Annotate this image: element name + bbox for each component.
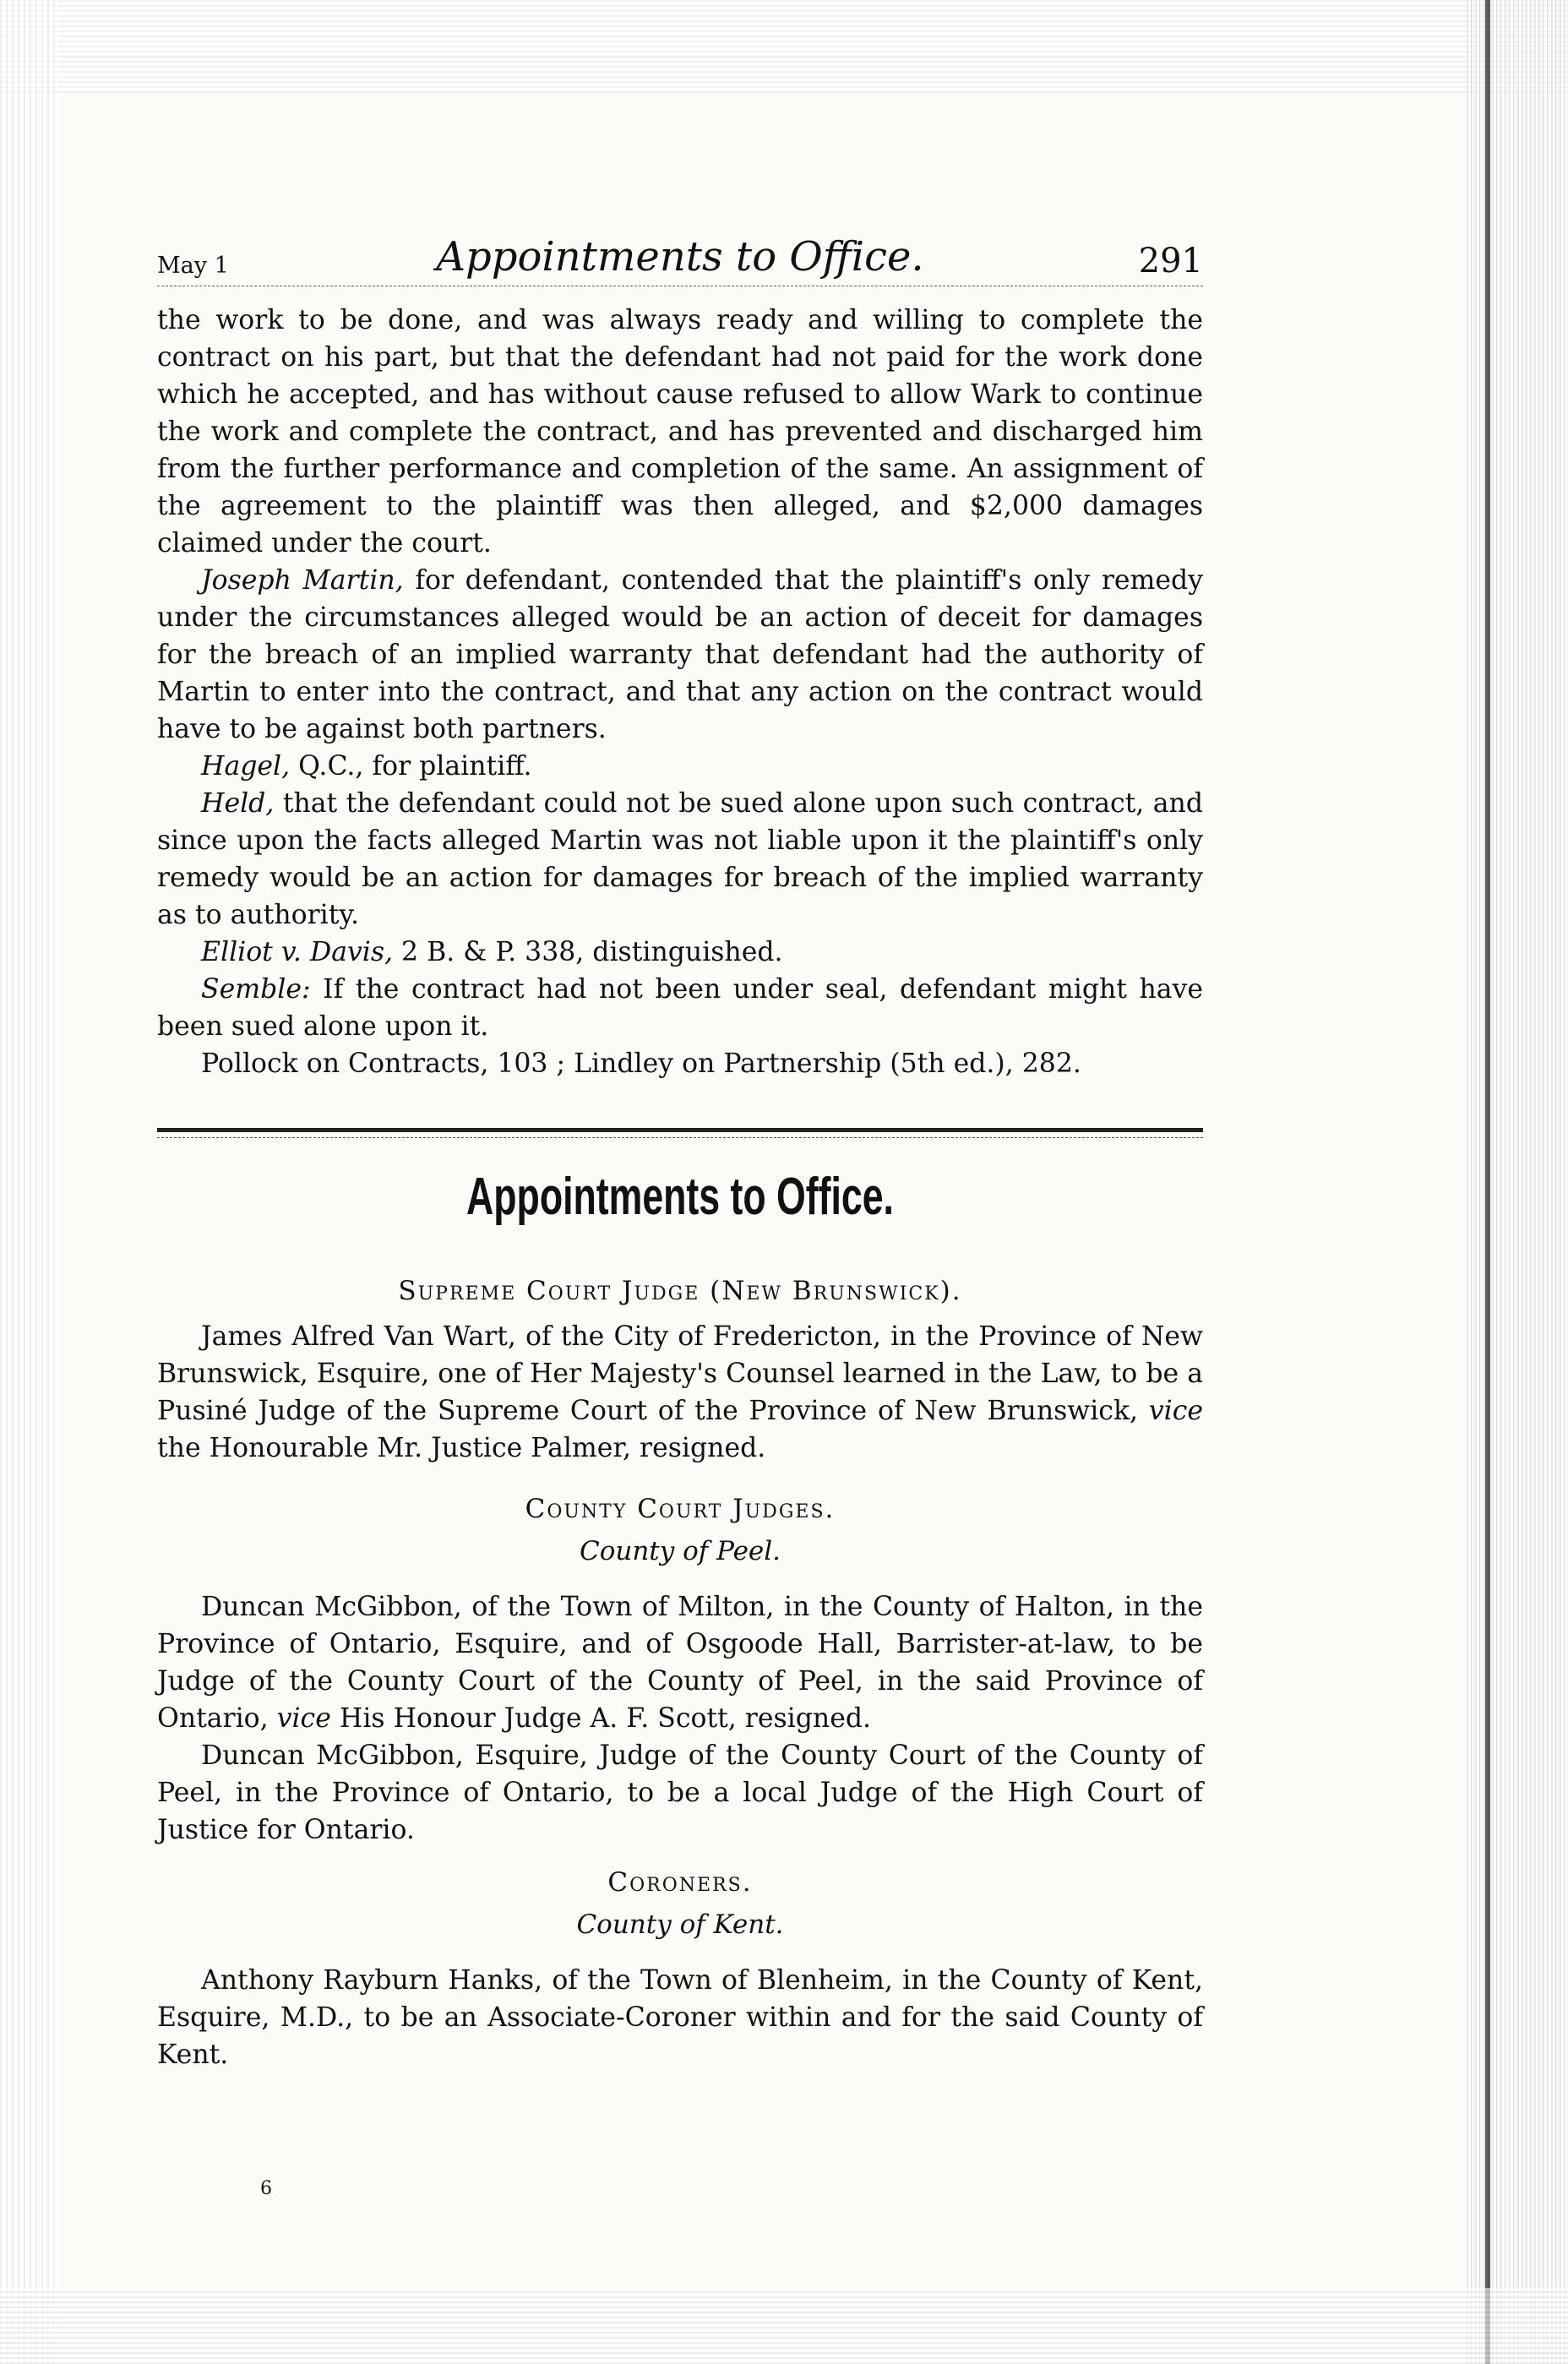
case-references: Pollock on Contracts, 103 ; Lindley on Partnership (5th ed.), 282. [201, 1049, 1081, 1079]
section-rule-thin [157, 1137, 1203, 1138]
appointment-mcgibbon-end: His Honour Judge A. F. Scott, resigned. [330, 1703, 872, 1734]
appointment-mcgibbon-judge [157, 1588, 1203, 1737]
case-paragraph-2-text: for defendant, contended that the plaintiff's only remedy under the circumstances alleged would be an action of deceit for damages for the breach of an implied warranty that defendant had the authority of Martin to enter into the contract, and that any action on the contract would have to be against both partners. [157, 565, 1203, 744]
held-label: Held, [201, 788, 275, 819]
page-content [157, 226, 1203, 2073]
appointment-van-wart-text: James Alfred Van Wart, of the City of Fredericton, in the Province of New Brunswick, Esquire, one of Her Majesty's Counsel learned in the Law, to be a Pusiné Judge of the Supreme Court of the Province of New Brunswick, [157, 1321, 1203, 1426]
running-head-date: May 1 [157, 253, 229, 279]
counsel-name-martin: Joseph Martin, [201, 565, 404, 596]
vice-label: vice [1148, 1396, 1203, 1426]
subhead-county-kent: County of Kent. [576, 1909, 784, 1940]
case-name-elliot-davis: Elliot v. Davis, [201, 937, 394, 967]
case-paragraph-1: the work to be done, and was always ready and willing to complete the contract on his part, but that the defendant had not paid for the work done which he accepted, and has without cause refused to allow Wark to continue the work and complete the contract, and has prevented and discharged him from the further performance and completion of the same. An assignment of the agreement to the plaintiff was then alleged, and $2,000 damages claimed under the court. [157, 305, 1203, 558]
scan-left-edge [0, 0, 59, 2364]
scan-bottom-edge [0, 2288, 1568, 2364]
spacer [157, 1467, 1203, 1494]
page-number: 291 [1138, 242, 1203, 281]
subhead-supreme-court: Supreme Court Judge (New Brunswick). [398, 1276, 962, 1306]
section-rule-thick [157, 1128, 1203, 1132]
case-semble-text: If the contract had not been under seal, defendant might have been sued alone upon it. [157, 974, 1203, 1042]
subhead-county-peel: County of Peel. [579, 1536, 781, 1566]
spacer [157, 1849, 1203, 1867]
vice-label: vice [276, 1703, 331, 1734]
appointment-hanks: Anthony Rayburn Hanks, of the Town of Blenheim, in the County of Kent, Esquire, M.D., to be an Associate-Coroner within and for the said County of Kent. [157, 1965, 1203, 2070]
scan-top-edge [0, 0, 1568, 93]
scan-binding-line [1485, 0, 1490, 2364]
running-head [157, 226, 1203, 286]
case-citation-text: 2 B. & P. 338, distinguished. [393, 937, 783, 967]
appointment-van-wart [157, 1318, 1203, 1467]
scan-right-edge [1467, 0, 1568, 2364]
subhead-coroners: Coroners. [607, 1867, 753, 1898]
case-semble [157, 971, 1203, 1045]
section-title: Appointments to Office. [466, 1168, 894, 1226]
appointment-mcgibbon-text: Duncan McGibbon, of the Town of Milton, in the County of Halton, in the Province of Ontario, Esquire, and of Osgoode Hall, Barrister-at-law, to be Judge of the County Court of the County of Peel, in the said Province of Ontario, [157, 1592, 1203, 1734]
footer-mark: 6 [260, 2178, 272, 2199]
case-paragraph-3 [157, 748, 1203, 785]
counsel-name-hagel: Hagel, [201, 751, 291, 782]
case-holding-text: that the defendant could not be sued alone upon such contract, and since upon the facts alleged Martin was not liable upon it the plaintiff's only remedy would be an action for damages for breach of the implied warranty as to authority. [157, 788, 1203, 930]
subhead-county-court: County Court Judges. [525, 1494, 836, 1524]
case-paragraph-3-text: Q.C., for plaintiff. [290, 751, 532, 782]
appointment-van-wart-end: the Honourable Mr. Justice Palmer, resigned. [157, 1433, 766, 1463]
case-paragraph-2 [157, 562, 1203, 748]
appointment-mcgibbon-local: Duncan McGibbon, Esquire, Judge of the County Court of the County of Peel, in the Province of Ontario, to be a local Judge of the High Court of Justice for Ontario. [157, 1740, 1203, 1845]
semble-label: Semble: [201, 974, 311, 1005]
case-citation-distinguished [157, 934, 1203, 971]
case-holding [157, 785, 1203, 934]
running-head-title: Appointments to Office. [436, 233, 924, 281]
